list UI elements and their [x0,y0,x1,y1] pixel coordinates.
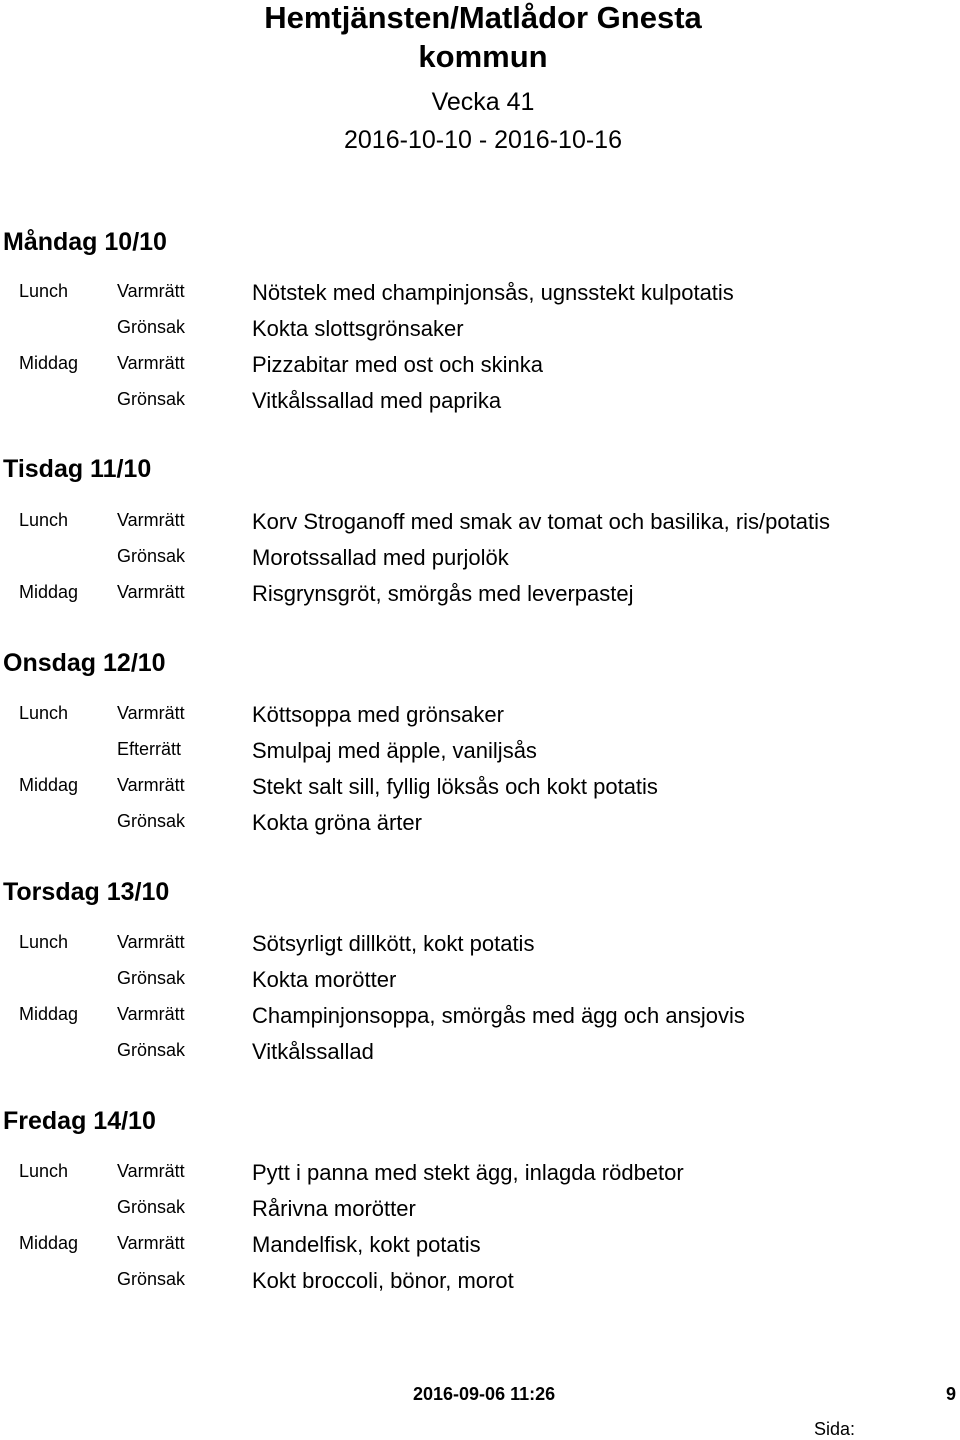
day-heading: Onsdag 12/10 [3,649,166,677]
category-label: Grönsak [117,811,186,831]
meal-label: Lunch [19,1161,69,1181]
menu-row [0,810,960,846]
category-label: Grönsak [117,968,186,988]
category-label: Varmrätt [117,703,185,723]
menu-row [0,1268,960,1304]
dish-text: Risgrynsgröt, smörgås med leverpastej [252,581,634,606]
dish-text: Kokta slottsgrönsaker [252,316,464,341]
dish-text: Sötsyrligt dillkött, kokt potatis [252,931,535,956]
category-label: Varmrätt [117,281,185,301]
menu-row [0,967,960,1003]
category-label: Grönsak [117,1269,186,1289]
document-title-line-1: Hemtjänsten/Matlådor Gnesta [264,0,702,35]
dish-text: Pytt i panna med stekt ägg, inlagda rödbetor [252,1160,684,1185]
dish-text: Kokt broccoli, bönor, morot [252,1268,514,1293]
category-label: Varmrätt [117,1233,185,1253]
dish-text: Nötstek med champinjonsås, ugnsstekt kulpotatis [252,280,734,305]
category-label: Grönsak [117,389,186,409]
date-range: 2016-10-10 - 2016-10-16 [344,126,622,154]
menu-row [0,1196,960,1232]
menu-row [0,702,960,738]
menu-row [0,545,960,581]
category-label: Varmrätt [117,775,185,795]
meal-label: Middag [19,582,79,602]
dish-text: Smulpaj med äpple, vaniljsås [252,738,537,763]
category-label: Varmrätt [117,1004,185,1024]
meal-label: Lunch [19,703,69,723]
menu-row [0,1160,960,1196]
day-heading: Torsdag 13/10 [3,878,170,906]
dish-text: Rårivna morötter [252,1196,416,1221]
category-label: Varmrätt [117,510,185,530]
category-label: Varmrätt [117,353,185,373]
day-heading: Måndag 10/10 [3,228,167,256]
menu-row [0,316,960,352]
week-label: Vecka 41 [431,88,535,116]
meal-label: Middag [19,775,79,795]
category-label: Grönsak [117,546,186,566]
dish-text: Stekt salt sill, fyllig löksås och kokt potatis [252,774,658,799]
meal-label: Lunch [19,932,69,952]
category-label: Grönsak [117,317,186,337]
category-label: Efterrätt [117,739,182,759]
dish-text: Vitkålssallad med paprika [252,388,502,413]
dish-text: Korv Stroganoff med smak av tomat och basilika, ris/potatis [252,509,830,534]
category-label: Varmrätt [117,582,185,602]
dish-text: Vitkålssallad [252,1039,374,1064]
menu-row [0,774,960,810]
menu-row [0,581,960,617]
menu-row [0,1232,960,1268]
menu-row [0,280,960,316]
menu-row [0,352,960,388]
day-heading: Fredag 14/10 [3,1107,156,1135]
print-timestamp: 2016-09-06 11:26 [413,1384,556,1404]
meal-label: Middag [19,1233,79,1253]
menu-row [0,738,960,774]
menu-row [0,1039,960,1075]
page-number: 9 [946,1384,957,1404]
menu-row [0,388,960,424]
dish-text: Köttsoppa med grönsaker [252,702,504,727]
dish-text: Morotssallad med purjolök [252,545,509,570]
category-label: Varmrätt [117,1161,185,1181]
category-label: Grönsak [117,1197,186,1217]
page-label: Sida: [814,1419,856,1439]
meal-label: Lunch [19,510,69,530]
dish-text: Kokta morötter [252,967,397,992]
dish-text: Mandelfisk, kokt potatis [252,1232,481,1257]
dish-text: Champinjonsoppa, smörgås med ägg och ansjovis [252,1003,745,1028]
meal-label: Middag [19,1004,79,1024]
meal-label: Lunch [19,281,69,301]
menu-row [0,509,960,545]
menu-row [0,931,960,967]
dish-text: Kokta gröna ärter [252,810,422,835]
menu-row [0,1003,960,1039]
category-label: Grönsak [117,1040,186,1060]
day-heading: Tisdag 11/10 [3,455,152,483]
meal-label: Middag [19,353,79,373]
document-title-line-2: kommun [418,39,548,74]
dish-text: Pizzabitar med ost och skinka [252,352,544,377]
category-label: Varmrätt [117,932,185,952]
